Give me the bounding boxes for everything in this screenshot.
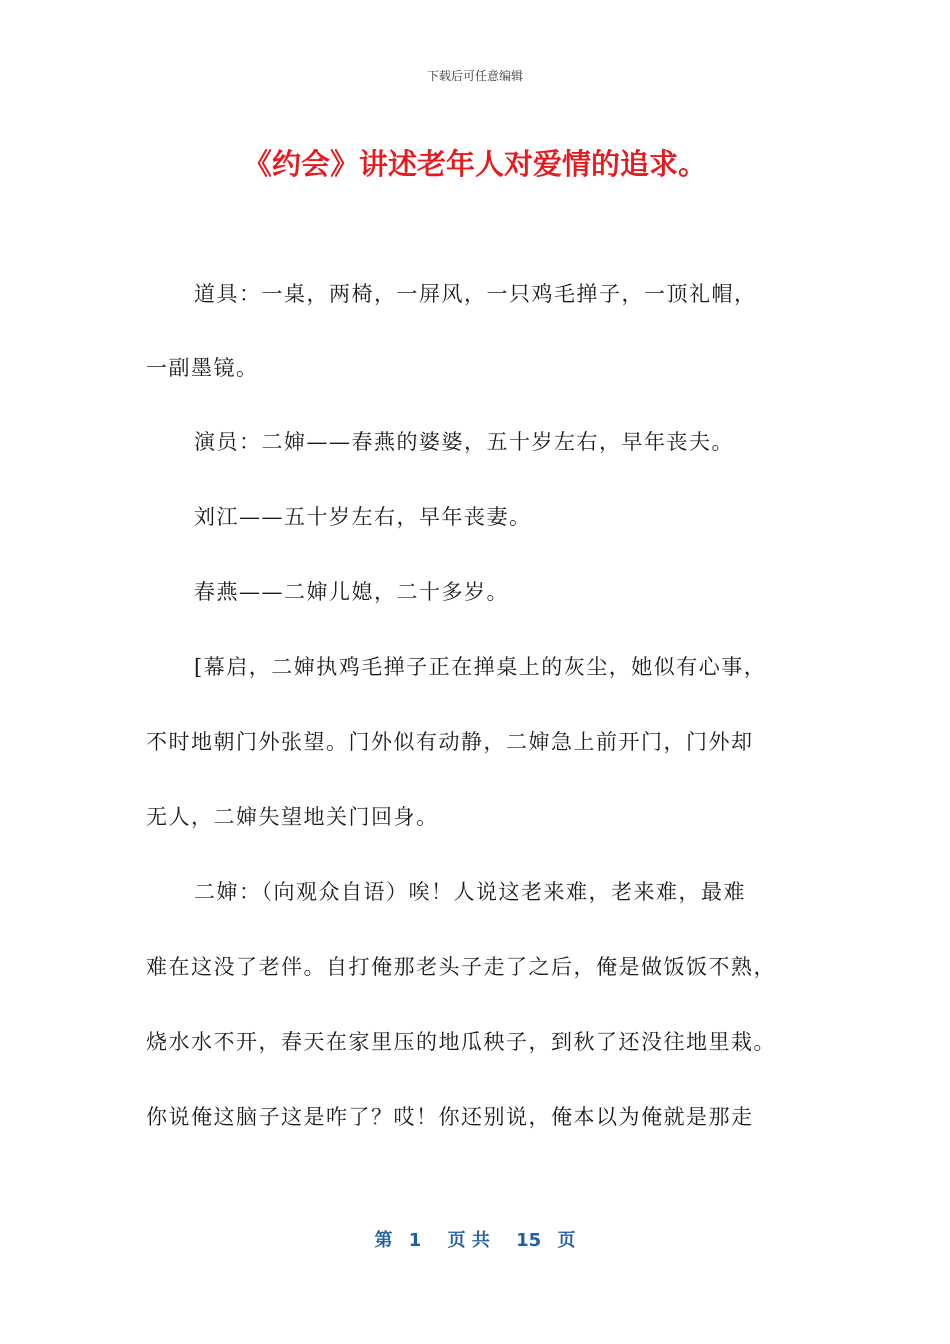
body-line: 你说俺这脑子这是咋了？哎！你还别说，俺本以为俺就是那走 xyxy=(146,1105,754,1129)
footer-total-pages: 15 xyxy=(516,1230,542,1251)
footer-suffix: 页 xyxy=(557,1230,576,1251)
body-line: 一副墨镜。 xyxy=(146,356,259,380)
header-note: 下载后可任意编辑 xyxy=(426,69,523,83)
body-line: 无人，二婶失望地关门回身。 xyxy=(146,805,439,829)
document-title: 《约会》讲述老年人对爱情的追求。 xyxy=(242,147,707,181)
body-line: 春燕——二婶儿媳，二十多岁。 xyxy=(194,580,509,604)
page-footer xyxy=(0,1226,950,1252)
footer-middle: 页 共 xyxy=(447,1230,490,1251)
body-line: 不时地朝门外张望。门外似有动静，二婶急上前开门，门外却 xyxy=(146,730,754,754)
body-line: 演员：二婶——春燕的婆婆，五十岁左右，早年丧夫。 xyxy=(194,430,734,454)
body-line: 烧水水不开，春天在家里压的地瓜秧子，到秋了还没往地里栽。 xyxy=(146,1030,776,1054)
body-line: 二婶：（向观众自语）唉！人说这老来难，老来难，最难 xyxy=(194,880,746,904)
body-line: 难在这没了老伴。自打俺那老头子走了之后，俺是做饭饭不熟， xyxy=(146,955,776,979)
body-line: 道具：一桌，两椅，一屏风，一只鸡毛掸子，一顶礼帽， xyxy=(194,282,757,306)
body-line: 刘江——五十岁左右，早年丧妻。 xyxy=(194,505,532,529)
body-line: [幕启，二婶执鸡毛掸子正在掸桌上的灰尘，她似有心事， xyxy=(194,655,767,679)
footer-prefix: 第 xyxy=(374,1230,393,1251)
footer-page-number: 1 xyxy=(408,1230,422,1251)
